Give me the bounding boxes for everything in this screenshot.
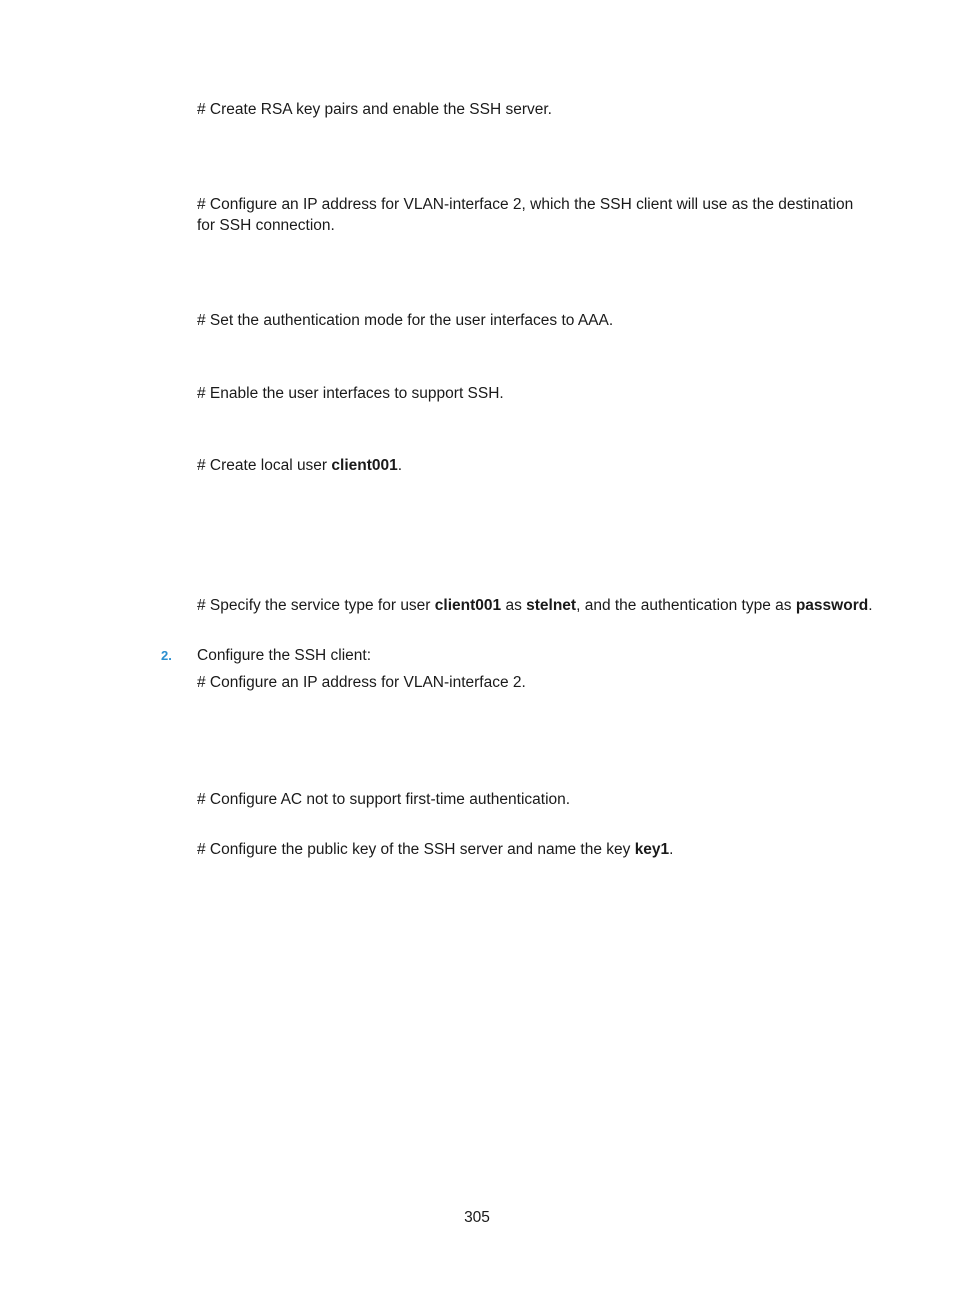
service-type-mid2: , and the authentication type as	[576, 597, 796, 614]
comment-first-time: # Configure AC not to support first-time authentication.	[197, 791, 571, 808]
local-user-suffix: .	[397, 457, 403, 474]
comment-rsa: # Create RSA key pairs and enable the SSH server.	[197, 101, 552, 118]
comment-ip-server: # Configure an IP address for VLAN-interface 2, which the SSH client will use as the destination for SSH connection.	[197, 196, 854, 234]
service-type-service: stelnet	[526, 597, 577, 614]
public-key-prefix: # Configure the public key of the SSH server and name the key	[197, 841, 635, 858]
step-number-2: 2.	[161, 648, 172, 663]
local-user-prefix: # Create local user	[197, 457, 332, 474]
service-type-suffix: .	[868, 597, 873, 614]
comment-enable-ssh: # Enable the user interfaces to support SSH.	[197, 385, 504, 402]
comment-public-key	[197, 839, 869, 860]
public-key-suffix: .	[669, 841, 674, 858]
comment-local-user	[197, 455, 869, 476]
public-key-name: key1	[634, 841, 670, 858]
service-type-user: client001	[434, 597, 502, 614]
service-type-prefix: # Specify the service type for user	[197, 597, 435, 614]
step-title-2: Configure the SSH client:	[197, 647, 372, 664]
service-type-auth: password	[795, 597, 869, 614]
local-user-name: client001	[331, 457, 398, 474]
comment-service-type	[197, 595, 873, 616]
page-number: 305	[464, 1209, 490, 1226]
comment-auth-mode: # Set the authentication mode for the user interfaces to AAA.	[197, 312, 614, 329]
service-type-mid1: as	[501, 597, 527, 614]
comment-ip-client: # Configure an IP address for VLAN-interface 2.	[197, 674, 526, 691]
